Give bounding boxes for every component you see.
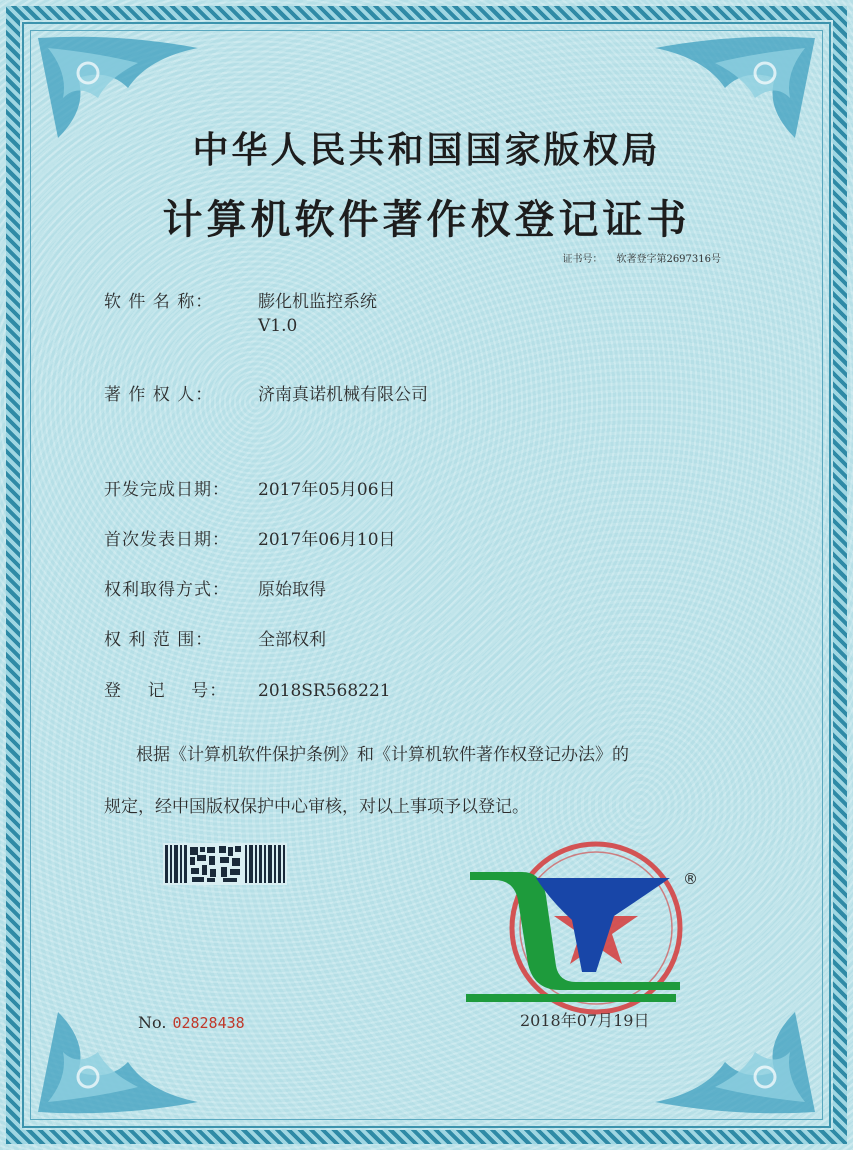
field-label: 著 作 权 人： [104,385,214,405]
certificate-number-label: 证书号： [562,254,603,265]
field-software-name [104,287,377,336]
field-label: 开发完成日期： [104,480,230,500]
statement-line-1: 根据《计算机软件保护条例》和《计算机软件著作权登记办法》的 [136,745,629,765]
issue-date: 2018年07月19日 [520,1011,650,1030]
field-label: 软 件 名 称： [104,292,214,312]
serial-number [138,1013,245,1032]
corner-ornament-icon [28,972,208,1122]
field-value: 2017年06月10日 [258,530,396,550]
field-value: 原始取得 [258,580,326,600]
field-value: 济南真诺机械有限公司 [258,385,428,405]
agency-title: 中华人民共和国国家版权局 [192,130,661,171]
registered-mark: ® [683,870,698,888]
field-label: 首次发表日期： [104,530,230,550]
field-value: 2017年05月06日 [258,480,396,500]
certificate-number-value: 软著登字第2697316号 [616,254,721,265]
field-owner [104,380,428,405]
barcode-icon [163,843,287,885]
serial-label: No. [138,1013,167,1032]
field-version: V1.0 [258,316,298,336]
field-value: 2018SR568221 [258,681,391,701]
field-value: 膨化机监控系统 [258,292,377,312]
field-value: 全部权利 [258,630,326,650]
company-logo-icon [464,866,704,1008]
field-dev-date [104,475,396,500]
field-label: 权 利 范 围： [104,630,214,650]
field-reg-no [104,676,391,701]
certificate-title: 计算机软件著作权登记证书 [162,197,691,243]
field-acquire [104,575,326,600]
field-label: 登 记 号： [104,681,228,701]
field-pub-date [104,525,396,550]
certificate-number [562,250,721,265]
field-scope [104,625,326,650]
field-label: 权利取得方式： [104,580,230,600]
statement-line-2: 规定，经中国版权保护中心审核，对以上事项予以登记。 [104,797,529,817]
serial-value: 02828438 [172,1014,245,1032]
